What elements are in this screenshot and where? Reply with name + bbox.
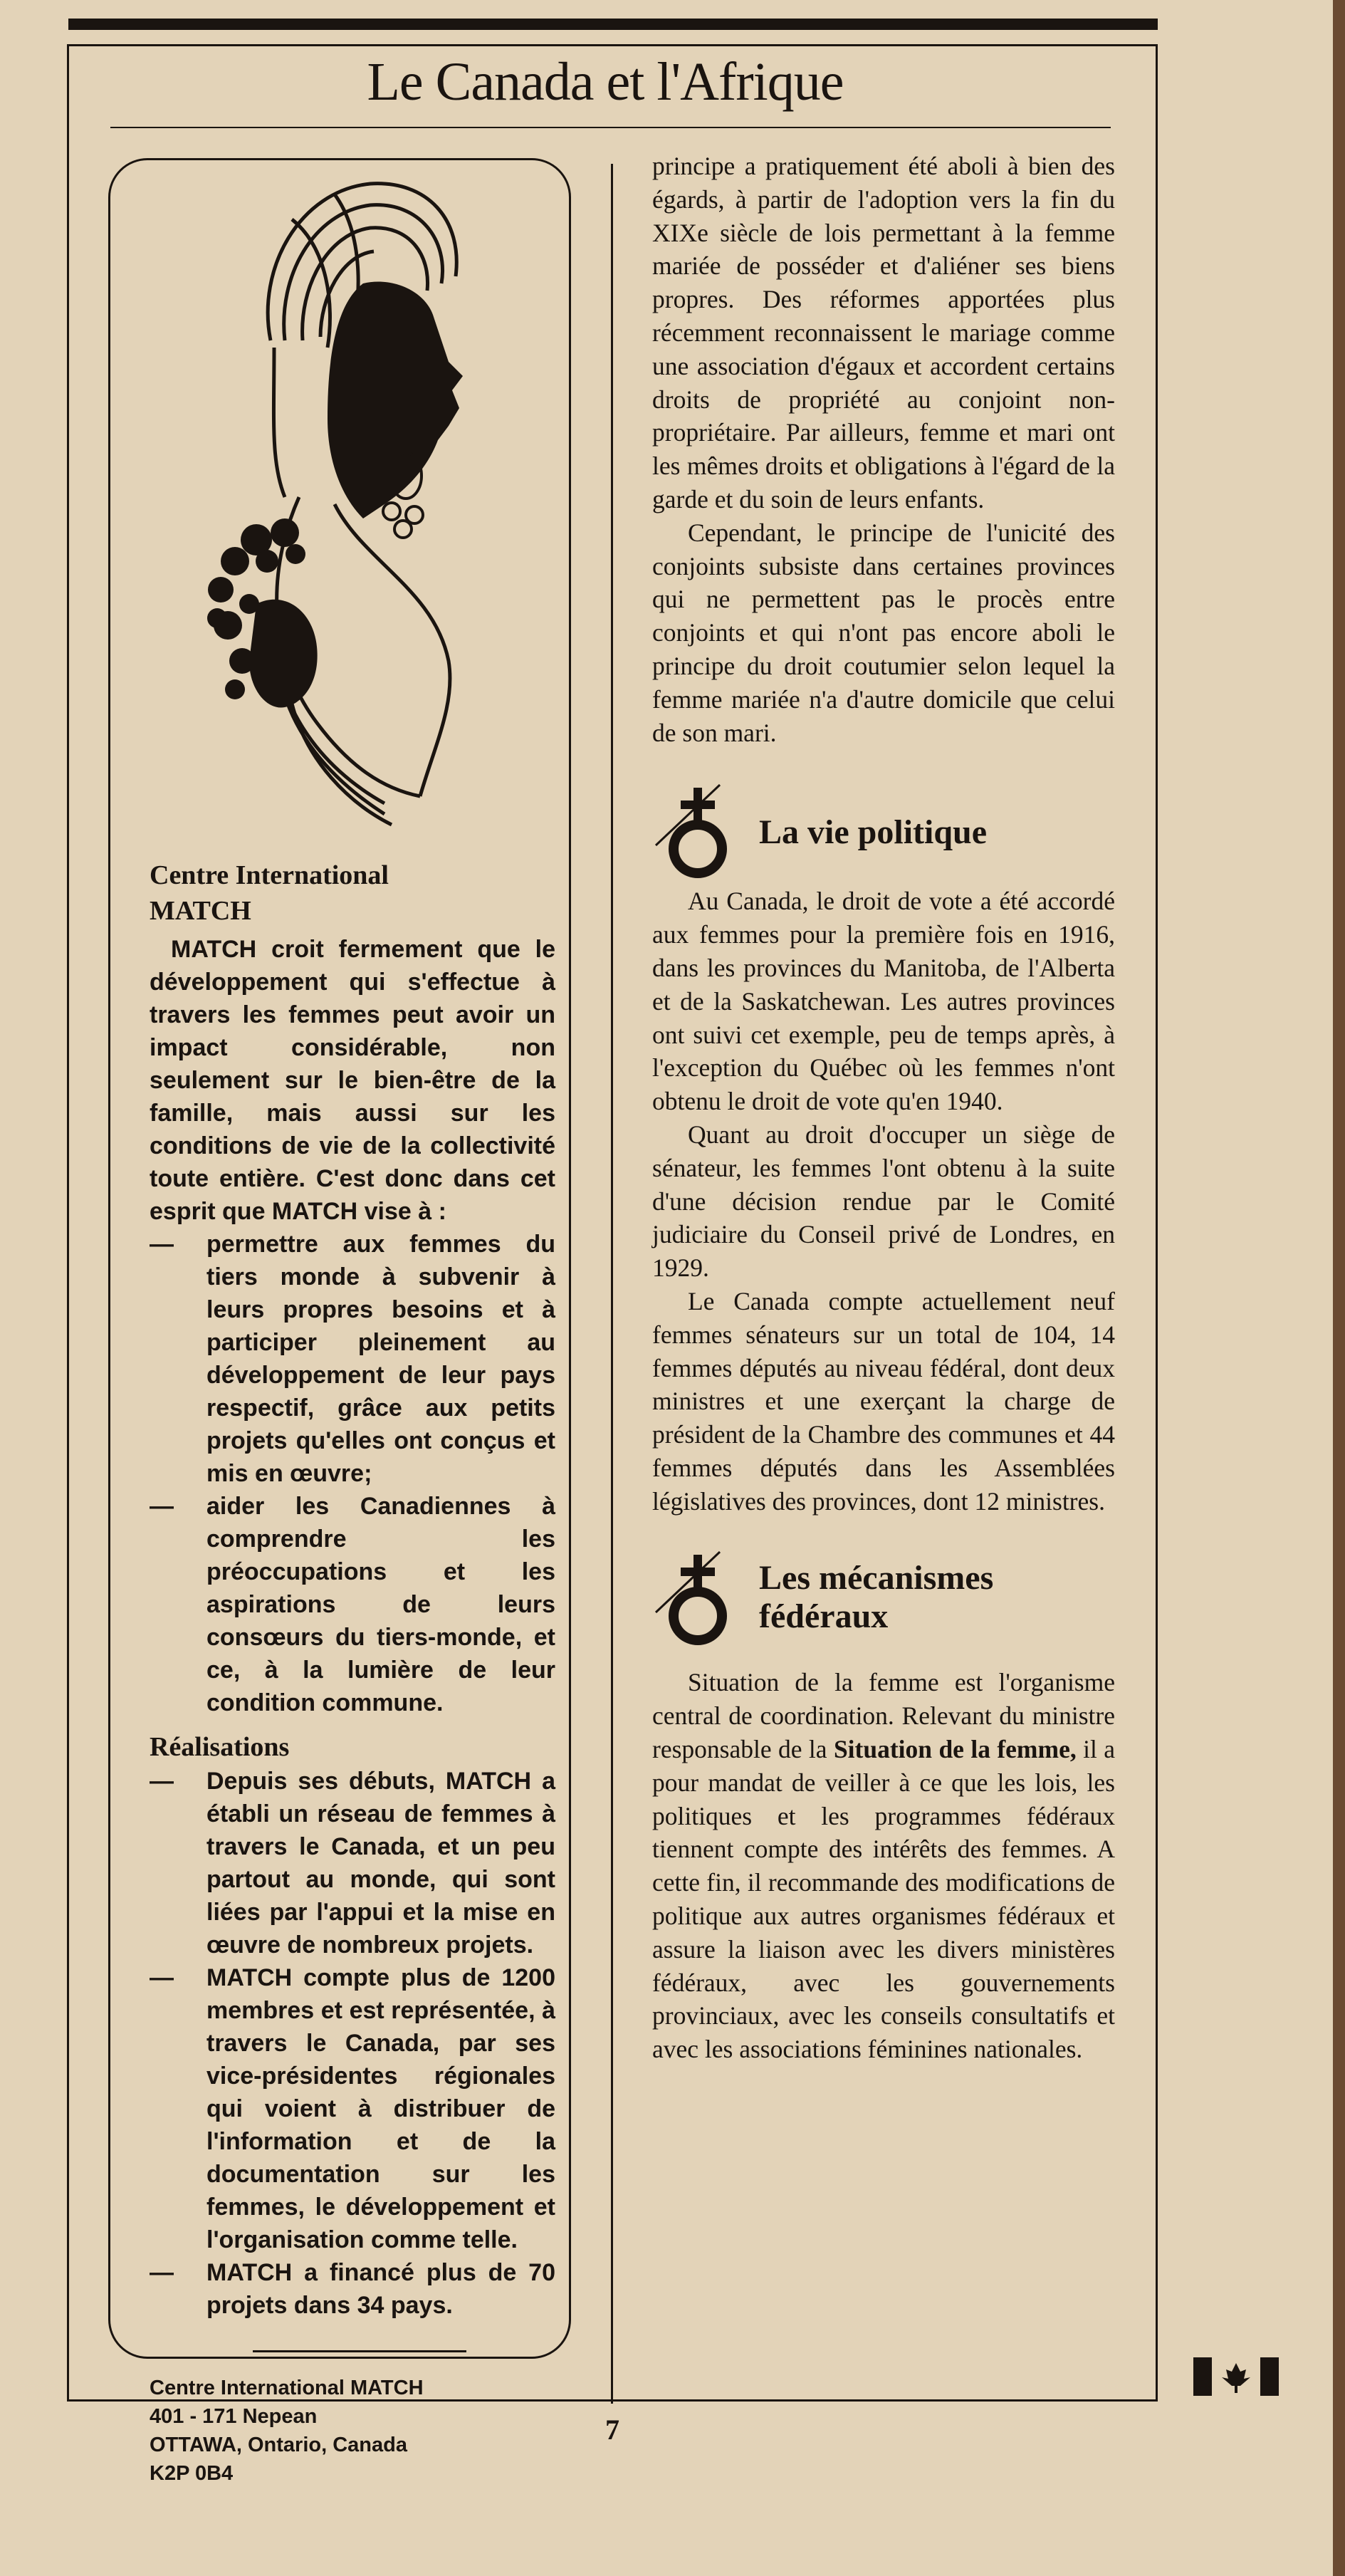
section-header (652, 1545, 1115, 1666)
section-header (652, 778, 1115, 885)
dash: — (150, 2259, 174, 2286)
paragraph: Cependant, le principe de l'unicité des conjoints subsiste dans certaines provinces qui ne permettent pas le procès entre conjoints et qui n'ont pas encore aboli le principe du droit coutumier selon lequel la femme mariée n'a d'autre domicile que celui de son mari. (652, 518, 1115, 747)
list-item (150, 2256, 555, 2322)
list-item (150, 1765, 555, 1961)
paragraph: Quant au droit d'occuper un siège de sénateur, les femmes l'ont obtenu à la suite d'une décision rendue par le Comité judiciaire du Conseil privé de Londres, en 1929. (652, 1120, 1115, 1283)
mother-child-silhouette-icon (150, 162, 548, 846)
realisations-heading: Réalisations (150, 1732, 290, 1762)
heading-line1: Les mécanismes (759, 1559, 994, 1597)
title-rule (110, 127, 1111, 128)
list-item (150, 1961, 555, 2256)
sidebar-title (150, 857, 555, 929)
realisations-list (150, 1765, 555, 2322)
heading-line2: fédéraux (759, 1597, 889, 1636)
realisation-text: MATCH a financé plus de 70 projets dans 34 pays. (206, 2259, 555, 2319)
aim-text: permettre aux femmes du tiers monde à subvenir à leurs propres besoins et à participer pleinement au développement de leur pays respectif, grâce aux petits projets qu'elles ont conçus et mis en œuvre; (206, 1231, 555, 1487)
main-column (652, 150, 1115, 2066)
female-symbol-icon (652, 1545, 734, 1652)
address-line: 401 - 171 Nepean (150, 2405, 318, 2428)
dash: — (150, 1231, 174, 1258)
binding-edge (1333, 0, 1345, 2576)
paragraph: Au Canada, le droit de vote a été accordé aux femmes pour la première fois en 1916, dans les provinces du Manitoba, de l'Alberta et de la Saskatchewan. Les autres provinces ont suivi cet exemple, peu de temps après, à l'exception du Québec où les femmes n'ont obtenu le droit de vote qu'en 1940. (652, 887, 1115, 1116)
page-title: Le Canada et l'Afrique (367, 52, 844, 112)
address-line: OTTAWA, Ontario, Canada (150, 2434, 407, 2456)
list-item (150, 1490, 555, 1719)
sidebar-text (150, 857, 555, 2488)
dash: — (150, 1493, 174, 1520)
page-number: 7 (605, 2414, 619, 2446)
sidebar-intro: MATCH croit fermement que le développement qui s'effectue à travers les femmes peut avoir un impact considérable, non seulement sur le bien-être de la famille, mais aussi sur les conditions de vie de la collectivité toute entière. C'est donc dans cet esprit que MATCH vise à : (150, 936, 555, 1225)
top-rule (68, 19, 1158, 30)
dash: — (150, 1768, 174, 1795)
sidebar-rule (253, 2350, 466, 2352)
paragraph: principe a pratiquement été aboli à bien des égards, à partir de l'adoption vers la fin du XIXe siècle de lois permettant à la femme mariée de posséder et d'aliéner ses biens propres. Des réformes apportées plus récemment reconnaissent le mariage comme une association d'égaux et accordent certains droits de propriété au conjoint non-propriétaire. Par ailleurs, femme et mari ont les mêmes droits et obligations à l'égard de la garde et du soin de leurs enfants. (652, 152, 1115, 513)
text-run: il a pour mandat de veiller à ce que les lois, les politiques et les programmes fédéraux tiennent compte des intérêts des femmes. A cette fin, il recommande des modifications de politique aux autres organismes fédéraux et assure la liaison avec les divers ministères fédéraux, avec les gouvernements provinciaux, avec les conseils consultatifs et avec les associations féminines nationales. (652, 1735, 1116, 2064)
sidebar-address (150, 2374, 555, 2488)
dash: — (150, 1964, 174, 1991)
realisation-text: MATCH compte plus de 1200 membres et est représentée, à travers le Canada, par ses vice-présidentes régionales qui voient à distribuer de l'information et de la documentation sur les femmes, le développement et l'organisation comme telle. (206, 1964, 555, 2253)
list-item (150, 1228, 555, 1490)
bold-term: Situation de la femme, (833, 1735, 1077, 1764)
aim-text: aider les Canadiennes à comprendre les préoccupations et les aspirations de leurs consœurs du tiers-monde, et ce, à la lumière de leur condition commune. (206, 1493, 555, 1716)
sidebar-aims-list (150, 1228, 555, 1719)
column-divider (611, 164, 613, 2404)
text-run: Situation de la femme est l'organisme central de coordination. Relevant du ministre responsable de la (652, 1668, 1115, 1764)
sidebar-title-line2: MATCH (150, 896, 251, 926)
canada-flag-icon (1193, 2357, 1279, 2396)
address-line: K2P 0B4 (150, 2462, 234, 2485)
paragraph (652, 1666, 1115, 2066)
section-heading: La vie politique (759, 813, 988, 852)
female-symbol-icon (652, 778, 734, 885)
address-line: Centre International MATCH (150, 2377, 424, 2399)
realisation-text: Depuis ses débuts, MATCH a établi un réseau de femmes à travers le Canada, et un peu partout au monde, qui sont liées par l'appui et la mise en œuvre de nombreux projets. (206, 1768, 555, 1959)
section-heading (759, 1559, 993, 1636)
sidebar-title-line1: Centre International (150, 860, 389, 890)
paragraph: Le Canada compte actuellement neuf femmes sénateurs sur un total de 104, 14 femmes députés au niveau fédéral, dont deux ministres et une exerçant la charge de président de la Chambre des communes et 44 femmes députés dans les Assemblées législatives des provinces, dont 12 ministres. (652, 1286, 1115, 1516)
